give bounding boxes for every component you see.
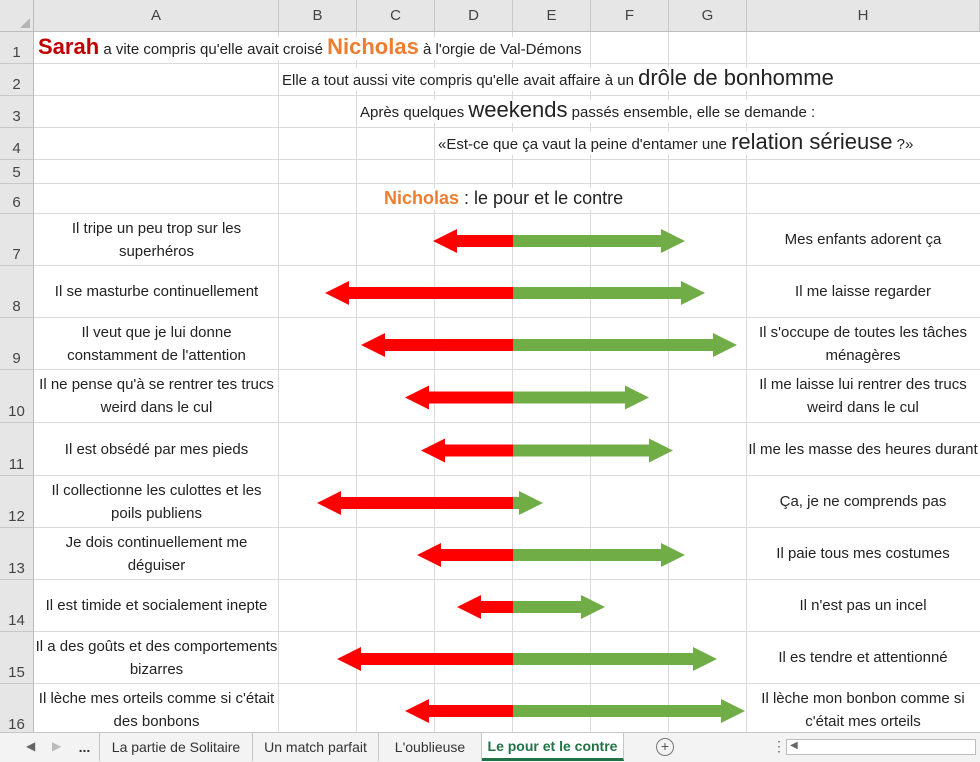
pour-arrow	[513, 281, 705, 305]
add-sheet-icon[interactable]: +	[656, 738, 674, 756]
pour-arrow	[513, 333, 737, 357]
intro-line-4-pre: «Est-ce que ça vaut la peine d'entamer une	[438, 136, 732, 153]
pour-cell[interactable]: Il me les masse des heures durant	[747, 423, 979, 475]
row-header-3[interactable]: 3	[0, 96, 34, 128]
pour-cell[interactable]: Il me laisse lui rentrer des trucs weird dans le cul	[747, 370, 979, 422]
tab-scroll-right-icon[interactable]: ▶	[52, 739, 62, 753]
contre-arrow	[417, 543, 513, 567]
name-nicholas: Nicholas	[327, 34, 419, 59]
row-header-12[interactable]: 12	[0, 476, 34, 528]
contre-cell[interactable]: Il lèche mes orteils comme si c'était des bonbons	[35, 684, 278, 732]
column-header-c[interactable]: C	[357, 0, 435, 32]
row-header-8[interactable]: 8	[0, 266, 34, 318]
contre-arrow	[325, 281, 513, 305]
pour-arrow	[513, 386, 649, 410]
contre-cell[interactable]: Il est timide et socialement inepte	[35, 580, 278, 631]
scroll-left-arrow-icon[interactable]: ◀	[790, 740, 798, 751]
intro-line-3-pre: Après quelques	[360, 104, 469, 121]
pour-cell[interactable]: Il es tendre et attentionné	[747, 632, 979, 683]
row-header-13[interactable]: 13	[0, 528, 34, 580]
row-header-16[interactable]: 16	[0, 684, 34, 732]
sheet-tab-bar	[0, 732, 980, 762]
pour-cell[interactable]: Mes enfants adorent ça	[747, 214, 979, 265]
contre-arrow	[421, 439, 513, 463]
pour-arrow	[513, 229, 685, 253]
row-header-10[interactable]: 10	[0, 370, 34, 423]
row-header-14[interactable]: 14	[0, 580, 34, 632]
column-header-h[interactable]: H	[747, 0, 980, 32]
column-header-a[interactable]: A	[34, 0, 279, 32]
pour-cell[interactable]: Il n'est pas un incel	[747, 580, 979, 631]
pour-arrow	[513, 543, 685, 567]
column-header-d[interactable]: D	[435, 0, 513, 32]
pour-arrow	[513, 699, 745, 723]
column-header-g[interactable]: G	[669, 0, 747, 32]
horizontal-scrollbar[interactable]	[786, 739, 976, 755]
pour-cell[interactable]: Il lèche mon bonbon comme si c'était mes orteils	[747, 684, 979, 732]
tab-le-pour-et-le-contre[interactable]: Le pour et le contre	[482, 733, 624, 761]
column-header-e[interactable]: E	[513, 0, 591, 32]
row-header-5[interactable]: 5	[0, 160, 34, 184]
contre-cell[interactable]: Je dois continuellement me déguiser	[35, 528, 278, 579]
column-header-f[interactable]: F	[591, 0, 669, 32]
contre-arrow	[457, 595, 513, 619]
row-header-7[interactable]: 7	[0, 214, 34, 266]
intro-line-3-big: weekends	[468, 97, 568, 122]
intro-line-1-mid: a vite compris qu'elle avait croisé	[99, 41, 328, 58]
intro-line-2-text: Elle a tout aussi vite compris qu'elle avait affaire à un	[282, 72, 639, 89]
intro-line-3-post: passés ensemble, elle se demande :	[567, 104, 816, 121]
pour-arrow	[513, 647, 717, 671]
scroll-divider-icon[interactable]: ⋮	[772, 738, 786, 754]
contre-arrow	[405, 386, 513, 410]
row-header-1[interactable]: 1	[0, 32, 34, 64]
contre-arrow	[433, 229, 513, 253]
pour-cell[interactable]: Il me laisse regarder	[747, 266, 979, 317]
contre-cell[interactable]: Il veut que je lui donne constamment de l'attention	[35, 318, 278, 369]
contre-arrow	[317, 491, 513, 515]
contre-cell[interactable]: Il est obsédé par mes pieds	[35, 423, 278, 475]
intro-line-4-post: ?»	[892, 136, 914, 153]
intro-line-1-end: à l'orgie de Val-Démons	[418, 41, 582, 58]
pour-cell[interactable]: Il paie tous mes costumes	[747, 528, 979, 579]
column-header-b[interactable]: B	[279, 0, 357, 32]
pour-cell[interactable]: Il s'occupe de toutes les tâches ménagères	[747, 318, 979, 369]
pour-arrow	[513, 439, 673, 463]
row-header-2[interactable]: 2	[0, 64, 34, 96]
contre-arrow	[337, 647, 513, 671]
name-sarah: Sarah	[38, 34, 100, 59]
row-header-6[interactable]: 6	[0, 184, 34, 214]
tab-more[interactable]: ...	[70, 733, 100, 761]
intro-line-2-big: drôle de bonhomme	[638, 65, 834, 90]
contre-cell[interactable]: Il collectionne les culottes et les poils publiens	[35, 476, 278, 527]
tab-scroll-left-icon[interactable]: ◀	[26, 739, 36, 753]
row-header-11[interactable]: 11	[0, 423, 34, 476]
row-header-4[interactable]: 4	[0, 128, 34, 160]
tab-un-match-parfait[interactable]: Un match parfait	[253, 733, 379, 761]
row-header-9[interactable]: 9	[0, 318, 34, 370]
contre-cell[interactable]: Il tripe un peu trop sur les superhéros	[35, 214, 278, 265]
contre-cell[interactable]: Il a des goûts et des comportements bizarres	[35, 632, 278, 683]
chart-title-name: Nicholas	[384, 188, 460, 208]
chart-title-rest: : le pour et le contre	[459, 188, 624, 208]
pour-cell[interactable]: Ça, je ne comprends pas	[747, 476, 979, 527]
tab-la-partie-de-solitaire[interactable]: La partie de Solitaire	[100, 733, 253, 761]
contre-cell[interactable]: Il ne pense qu'à se rentrer tes trucs weird dans le cul	[35, 370, 278, 422]
contre-arrow	[405, 699, 513, 723]
contre-cell[interactable]: Il se masturbe continuellement	[35, 266, 278, 317]
tab-l-oublieuse[interactable]: L'oublieuse	[379, 733, 482, 761]
pour-arrow	[513, 595, 605, 619]
row-header-15[interactable]: 15	[0, 632, 34, 684]
intro-line-4-big: relation sérieuse	[731, 129, 893, 154]
contre-arrow	[361, 333, 513, 357]
pour-arrow	[513, 491, 543, 515]
